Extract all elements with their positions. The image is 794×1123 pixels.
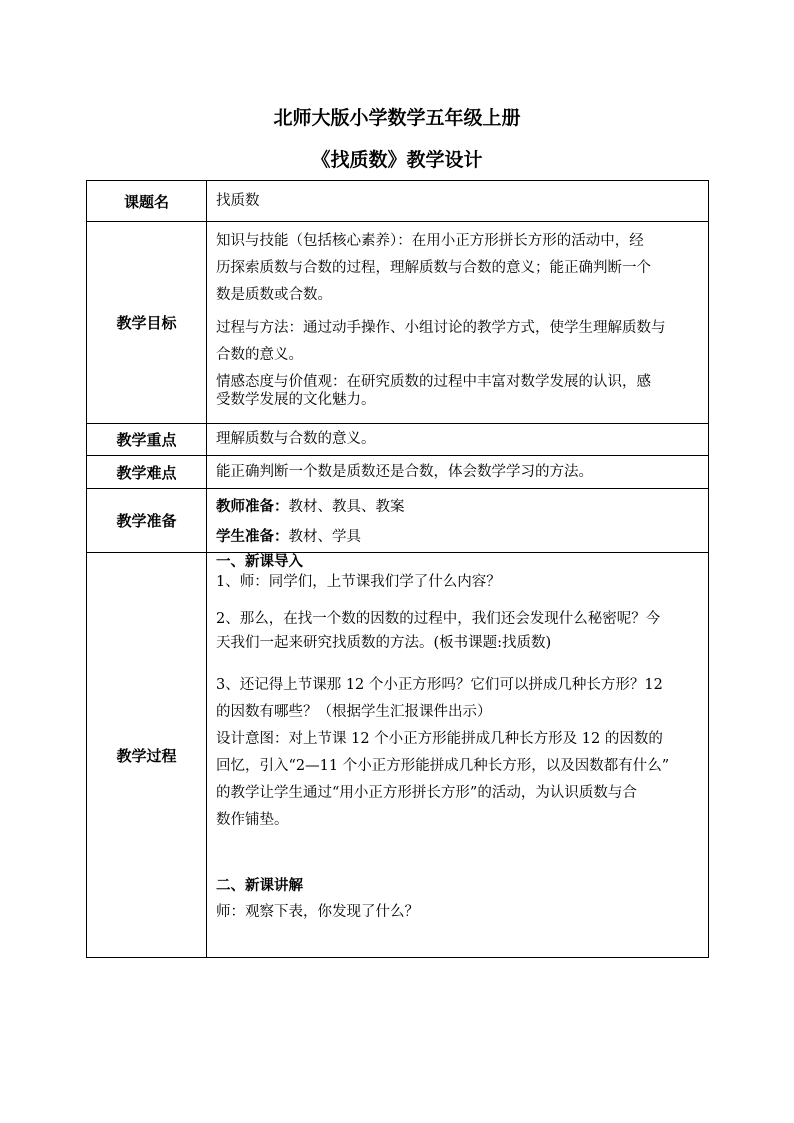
process-paragraph: 天我们一起来研究找质数的方法。(板书课题:找质数) <box>216 635 552 651</box>
objectives-line: 合数的意义。 <box>216 347 303 363</box>
objectives-content <box>207 222 709 424</box>
process-content <box>207 553 709 958</box>
document-title: 北师大版小学数学五年级上册 <box>273 107 521 129</box>
preparation-label: 教学准备 <box>87 489 207 553</box>
row-topic <box>87 181 709 222</box>
key-point-content <box>207 424 709 456</box>
process-label: 教学过程 <box>87 553 207 958</box>
objectives-line: 过程与方法：通过动手操作、小组讨论的教学方式，使学生理解质数与 <box>216 320 666 336</box>
preparation-content <box>207 489 709 553</box>
row-process <box>87 553 709 958</box>
row-difficulty <box>87 456 709 489</box>
row-key-point <box>87 424 709 456</box>
teacher-preparation <box>216 492 700 522</box>
objectives-line: 情感态度与价值观：在研究质数的过程中丰富对数学发展的认识，感 <box>216 374 651 390</box>
objectives-line: 历探索质数与合数的过程，理解质数与合数的意义；能正确判断一个 <box>216 260 651 276</box>
row-preparation <box>87 489 709 553</box>
document-subtitle: 《找质数》教学设计 <box>311 149 483 171</box>
difficulty-content <box>207 456 709 489</box>
teacher-preparation-label: 教师准备： <box>216 498 289 515</box>
student-preparation <box>216 522 700 552</box>
process-paragraph: 师：观察下表，你发现了什么？ <box>216 904 419 920</box>
topic-label: 课题名 <box>87 181 207 222</box>
student-preparation-label: 学生准备： <box>216 528 289 545</box>
objectives-line: 数是质数或合数。 <box>216 287 332 303</box>
row-objectives <box>87 222 709 424</box>
teacher-preparation-value: 教材、教具、教案 <box>288 499 405 515</box>
design-intent: 回忆，引入“2—11 个小正方形能拼成几种长方形，以及因数都有什么” <box>216 758 670 774</box>
difficulty-label: 教学难点 <box>87 456 207 489</box>
process-paragraph: 2、那么，在找一个数的因数的过程中，我们还会发现什么秘密呢？今 <box>216 611 661 627</box>
key-point-label: 教学重点 <box>87 424 207 456</box>
student-preparation-value: 教材、学具 <box>288 529 361 545</box>
design-intent: 的教学让学生通过“用小正方形拼长方形”的活动，为认识质数与合 <box>216 785 637 801</box>
process-paragraph: 的因数有哪些？（根据学生汇报课件出示） <box>216 704 492 720</box>
topic-text: 找质数 <box>216 192 260 209</box>
section2-heading: 二、新课讲解 <box>216 877 303 894</box>
design-intent: 数作铺垫。 <box>216 812 289 828</box>
lesson-plan-table <box>86 180 709 958</box>
design-intent: 设计意图：对上节课 12 个小正方形能拼成几种长方形及 12 的因数的 <box>216 731 663 747</box>
process-paragraph: 3、还记得上节课那 12 个小正方形吗？它们可以拼成几种长方形？12 <box>216 677 663 693</box>
objectives-line: 受数学发展的文化魅力。 <box>216 392 376 408</box>
objectives-line: 知识与技能（包括核心素养）：在用小正方形拼长方形的活动中，经 <box>216 233 644 249</box>
difficulty-text: 能正确判断一个数是质数还是合数，体会数学学习的方法。 <box>216 463 593 480</box>
section1-heading: 一、新课导入 <box>216 553 303 570</box>
key-point-text: 理解质数与合数的意义。 <box>216 431 376 447</box>
process-paragraph: 1、师：同学们，上节课我们学了什么内容？ <box>216 574 501 590</box>
topic-value <box>207 181 709 222</box>
objectives-label: 教学目标 <box>87 222 207 424</box>
